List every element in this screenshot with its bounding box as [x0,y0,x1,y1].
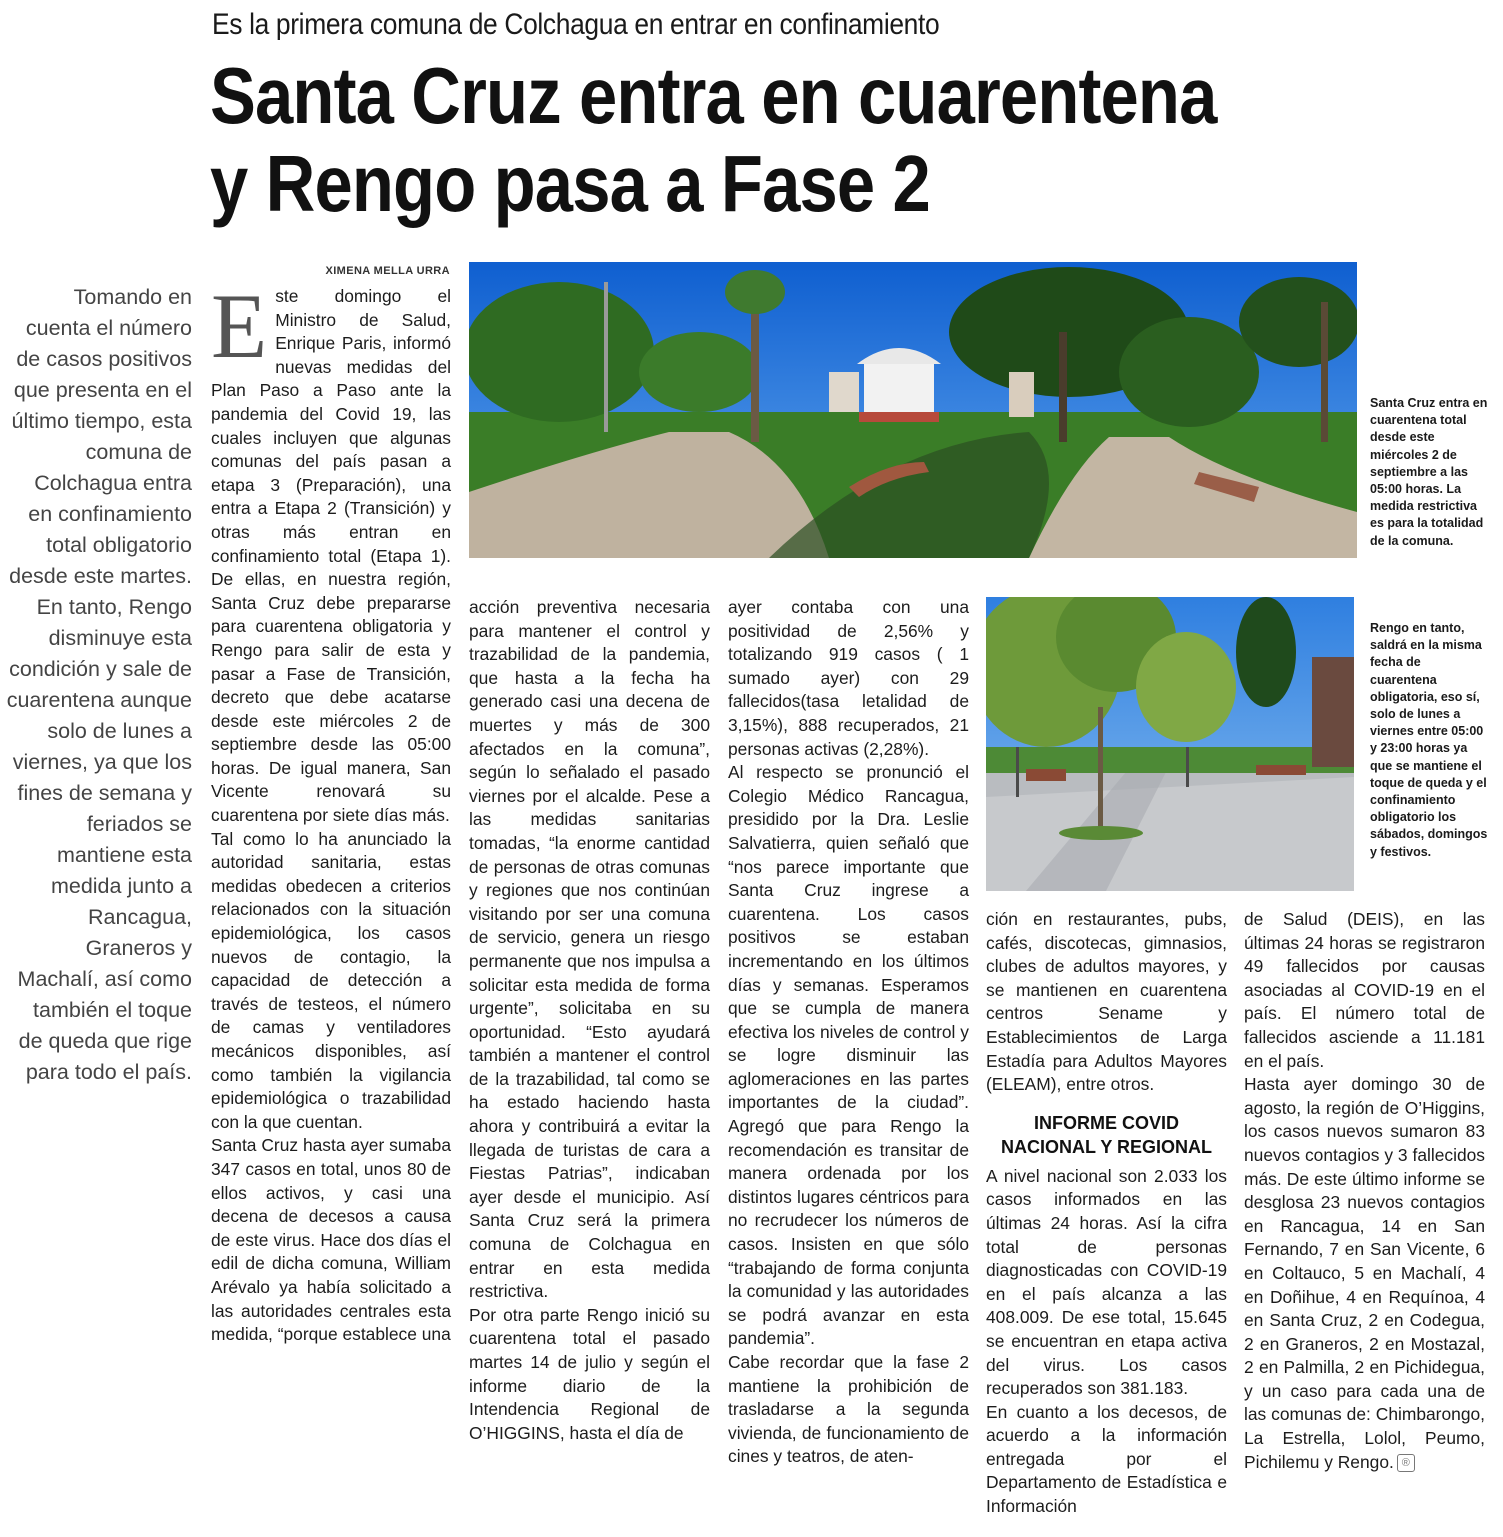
paragraph: ste domingo el Ministro de Salud, Enrique Paris, informó nuevas medidas del Plan Paso a Paso ante la pandemia del Covid 19, las cuales incluyen que algunas comunas del país pasan a etapa 3 (Preparación), una entra a Etapa 2 (Transición) y otras más entran en confinamiento total (Etapa 1). De ellas, en nuestra región, Santa Cruz debe prepararse para cuarentena obligatoria y Rengo para salir de esta y pasar a Fase de Transición, decreto que debe acatarse desde este miércoles 2 de septiembre desde las 05:00 horas. De igual manera, San Vicente renovará su cuarentena por siete días más. [211,286,451,826]
byline: XIMENA MELLA URRA [325,265,450,277]
paragraph: Santa Cruz hasta ayer sumaba 347 casos en total, unos 80 de ellos activos, y casi una decena de decesos a causa de este virus. Hace dos días el edil de dicha comuna, William Arévalo ya había solicitado a las autoridades centrales esta medida, “porque establece una [211,1135,451,1345]
headline-line-1: Santa Cruz entra en cuarentena [210,51,1217,140]
section-subhead: INFORME COVID NACIONAL Y REGIONAL [1000,1112,1213,1157]
paragraph: acción preventiva necesaria para mantener el control y trazabilidad de la pandemia, que hasta a la fecha ha generado casi una decena de muertes y más de 300 afectados en la comuna”, según lo señalado el pasado viernes por el alcalde. Pese a las medidas sanitarias tomadas, “la enorme cantidad de personas de otras comunas y regiones que nos continúan visitando por ser una comuna de servicio, genera un riesgo permanente que nos impulsa a solicitar esta medida de forma urgente”, solicitaba en su oportunidad. “Esto ayudará también a mantener el control de la trazabilidad, tal como se ha estado haciendo hasta ahora y contribuirá a evitar la llegada de turistas de cara a Fiestas Patrias”, indicaban ayer desde el municipio. Así Santa Cruz será la primera comuna de Colchagua en entrar en esta medida restrictiva. [469,597,710,1302]
paragraph: ción en restaurantes, pubs, cafés, discotecas, gimnasios, clubes de adultos mayores, y se mantienen en cuarentena centros Sename y Establecimientos de Larga Estadía para Adultos Mayores (ELEAM), entre otros. [986,909,1227,1095]
plaza-rengo-photo [986,597,1354,891]
photo-caption: Santa Cruz entra en cuarentena total desde este miércoles 2 de septiembre a las 05:00 horas. La medida restrictiva es para la totalidad de la comuna. [1370,396,1488,548]
paragraph: Cabe recordar que la fase 2 mantiene la prohibición de trasladarse a la segunda vivienda, de funcionamiento de cines y teatros, de aten- [728,1352,969,1467]
gazebo [857,348,941,422]
headline [210,52,1294,228]
paragraph: Tal como lo ha anunciado la autoridad sanitaria, estas medidas obedecen a criterios relacionados con la situación epidemiológica, los casos nuevos de contagio, la capacidad de detección a través de testeos, el número de camas y ventiladores mecánicos disponibles, así como también la vigilancia epidemiológica o trazabilidad con la que cuentan. [211,828,451,1132]
pull-quote: Tomando en cuenta el número de casos positivos que presenta en el último tiempo, esta comuna de Colchagua entra en confinamiento total obligatorio desde este martes. En tanto, Rengo disminuye esta condición y sale de cuarentena aunque solo de lunes a viernes, ya que los fines de semana y feriados se mantiene esta medida junto a Rancagua, Graneros y Machalí, así como también el toque de queda que rige para todo el país. [6,285,192,1084]
article-column-5 [1244,908,1485,1474]
paragraph: de Salud (DEIS), en las últimas 24 horas se registraron 49 fallecidos por causas asociadas al COVID-19 en el país. El número total de fallecidos asciende a 11.181 en el país. [1244,909,1485,1071]
plaza-santa-cruz-photo [469,262,1357,558]
paragraph: En cuanto a los decesos, de acuerdo a la información entregada por el Departamento de Estadística e Información [986,1401,1227,1517]
end-mark-icon: ® [1397,1454,1415,1472]
paragraph: ayer contaba con una positividad de 2,56% y totalizando 919 casos ( 1 sumado ayer) con 29 fallecidos(tasa letalidad de 3,15%), 888 recuperados, 21 personas activas (2,28%). [728,597,969,759]
paragraph: Al respecto se pronunció el Colegio Médico Rancagua, presidido por la Dra. Leslie Salvatierra, quien señaló que “nos parece importante que Santa Cruz ingrese a cuarentena. Los casos positivos se estaban incrementando en los últimos días y semanas. Esperamos que se cumpla de manera efectiva los niveles de control y se logre disminuir las aglomeraciones en las partes importantes de la ciudad”. Agregó que para Rengo la recomendación es transitar de manera ordenada por los distintos lugares céntricos para no recrudecer los números de casos. Insisten en que sólo “trabajando de forma conjunta la comunidad y las autoridades se podrá avanzar en esta pandemia”. [728,762,969,1349]
paragraph: Por otra parte Rengo inició su cuarentena total el pasado martes 14 de julio y según el informe diario de la Intendencia Regional de O’HIGGINS, hasta el día de [469,1304,710,1443]
paragraph [1244,1073,1485,1474]
article-column-2 [469,596,710,1445]
article-column-4 [986,908,1227,1519]
paragraph: A nivel nacional son 2.033 los casos informados en las últimas 24 horas. Así la cifra total de personas diagnosticadas con COVID-19 en el país alcanza a las 408.009. De ese total, 15.645 se encuentran en etapa activa del virus. Los casos recuperados son 381.183. [986,1165,1227,1399]
photo-caption: Rengo en tanto, saldrá en la misma fecha de cuarentena obligatoria, eso sí, solo de lunes a viernes entre 05:00 y 23:00 horas ya que se mantiene el toque de queda y el confinamiento obligatorio los sábados, domingos y festivos. [1370,621,1488,859]
kicker: Es la primera comuna de Colchagua en entrar en confinamiento [212,8,940,41]
article-column-1 [211,275,451,1347]
drop-cap: E [211,275,268,377]
article-column-3 [728,596,969,1469]
headline-line-2: y Rengo pasa a Fase 2 [210,139,930,228]
paragraph-text: Hasta ayer domingo 30 de agosto, la región de O’Higgins, los casos nuevos sumaron 83 nuevos contagios y 3 fallecidos más. De este último informe se desglosa 23 nuevos contagios en Rancagua, 14 en San Fernando, 7 en San Vicente, 6 en Coltauco, 5 en Machalí, 4 en Doñihue, 4 en Requínoa, 4 en Santa Cruz, 2 en Codegua, 2 en Graneros, 2 en Mostazal, 2 en Palmilla, 2 en Pichidegua, y un caso para cada una de las comunas de: Chimbarongo, La Estrella, Lolol, Peumo, Pichilemu y Rengo. [1244,1074,1485,1472]
